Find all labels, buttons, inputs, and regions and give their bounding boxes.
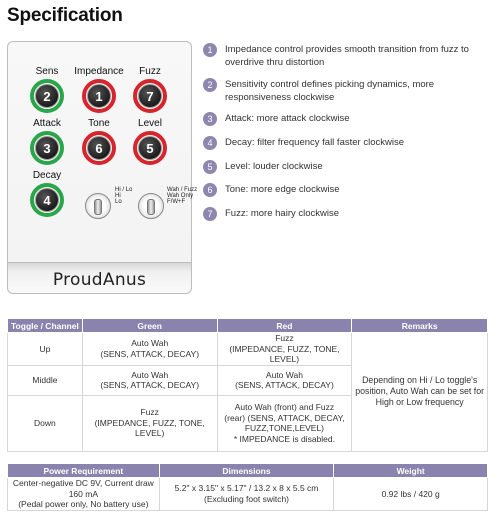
- knob-label-level: Level: [138, 118, 162, 129]
- attack-knob: [30, 131, 64, 165]
- switch-label-line: Wah Only: [167, 193, 194, 199]
- decay-knob: [30, 183, 64, 217]
- table-row: [8, 333, 488, 366]
- table-header: Green: [82, 319, 217, 333]
- fuzz-knob: [133, 79, 167, 113]
- feature-number-badge: 2: [203, 78, 217, 92]
- knob-label-tone: Tone: [88, 118, 110, 129]
- green-cell: Auto Wah (SENS, ATTACK, DECAY): [82, 365, 217, 395]
- knob-number: 4: [35, 188, 59, 212]
- toggle-cell: Middle: [8, 365, 83, 395]
- toggle-lever: [147, 199, 155, 215]
- impedance-knob: [82, 79, 116, 113]
- table-header: Toggle / Channel: [8, 319, 83, 333]
- feature-item: [203, 78, 491, 104]
- feature-text: Impedance control provides smooth transition from fuzz to overdrive thru distortion: [225, 44, 469, 68]
- feature-text: Sensitivity control defines picking dynamics, more responsiveness clockwise: [225, 79, 435, 103]
- feature-item: [203, 183, 491, 197]
- table-header: Weight: [334, 464, 488, 478]
- table-header: Dimensions: [159, 464, 334, 478]
- table-header: Power Requirement: [8, 464, 160, 478]
- hi-lo-toggle-switch: [85, 193, 111, 219]
- knob-label-fuzz: Fuzz: [139, 66, 161, 77]
- feature-item: [203, 207, 491, 221]
- switch-label-line: F/W+F: [167, 199, 186, 205]
- feature-number-badge: 5: [203, 160, 217, 174]
- weight-cell: 0.92 lbs / 420 g: [334, 478, 488, 511]
- remarks-cell: Depending on Hi / Lo toggle's position, Auto Wah can be set for High or Low frequency: [352, 333, 488, 452]
- feature-text: Fuzz: more hairy clockwise: [225, 208, 340, 219]
- level-knob: [133, 131, 167, 165]
- knob-label-attack: Attack: [33, 118, 61, 129]
- table-header-row: [8, 464, 488, 478]
- knob-number: 1: [87, 84, 111, 108]
- tone-knob: [82, 131, 116, 165]
- power-dimensions-table: [7, 463, 488, 511]
- feature-text: Decay: filter frequency fall faster clockwise: [225, 137, 404, 148]
- feature-item: [203, 160, 491, 174]
- red-cell: Auto Wah (front) and Fuzz (rear) (SENS, ATTACK, DECAY, FUZZ,TONE,LEVEL) * IMPEDANCE is disabled.: [217, 395, 352, 451]
- dimensions-cell: 5.2" x 3.15" x 5.17" / 13.2 x 8 x 5.5 cm (Excluding foot switch): [159, 478, 334, 511]
- wah-fuzz-toggle-switch: [138, 193, 164, 219]
- switch-label-line: Hi / Lo: [115, 187, 133, 193]
- knob-number: 3: [35, 136, 59, 160]
- switch-label-line: Hi: [115, 193, 121, 199]
- hi-lo-switch-label: [115, 187, 132, 205]
- knob-label-sens: Sens: [35, 66, 59, 77]
- table-row: [8, 478, 488, 511]
- red-cell: Fuzz (IMPEDANCE, FUZZ, TONE, LEVEL): [217, 333, 352, 366]
- sens-knob: [30, 79, 64, 113]
- toggle-cell: Up: [8, 333, 83, 366]
- feature-text: Level: louder clockwise: [225, 161, 323, 172]
- feature-item: [203, 43, 491, 69]
- feature-number-badge: 4: [203, 136, 217, 150]
- green-cell: Auto Wah (SENS, ATTACK, DECAY): [82, 333, 217, 366]
- power-cell: Center-negative DC 9V, Current draw 160 mA (Pedal power only, No battery use): [8, 478, 160, 511]
- knob-number: 7: [138, 84, 162, 108]
- feature-number-badge: 7: [203, 207, 217, 221]
- feature-item: [203, 136, 491, 150]
- table-header: Remarks: [352, 319, 488, 333]
- red-cell: Auto Wah (SENS, ATTACK, DECAY): [217, 365, 352, 395]
- switch-label-line: Lo: [115, 199, 122, 205]
- page-title: Specification: [7, 5, 123, 26]
- toggle-channel-table: [7, 318, 488, 452]
- table-header-row: [8, 319, 488, 333]
- feature-text: Tone: more edge clockwise: [225, 184, 340, 195]
- knob-number: 5: [138, 136, 162, 160]
- feature-number-badge: 3: [203, 112, 217, 126]
- feature-number-badge: 1: [203, 43, 217, 57]
- feature-number-badge: 6: [203, 183, 217, 197]
- wah-fuzz-switch-label: [167, 187, 197, 205]
- knob-label-impedance: Impedance: [74, 66, 124, 77]
- switch-label-line: Wah / Fuzz: [167, 187, 198, 193]
- table-header: Red: [217, 319, 352, 333]
- toggle-cell: Down: [8, 395, 83, 451]
- knob-number: 2: [35, 84, 59, 108]
- green-cell: Fuzz (IMPEDANCE, FUZZ, TONE, LEVEL): [82, 395, 217, 451]
- toggle-lever: [94, 199, 102, 215]
- feature-item: [203, 112, 491, 126]
- feature-text: Attack: more attack clockwise: [225, 113, 350, 124]
- knob-number: 6: [87, 136, 111, 160]
- pedal-brand: ProudAnus: [52, 270, 147, 290]
- knob-label-decay: Decay: [32, 170, 62, 181]
